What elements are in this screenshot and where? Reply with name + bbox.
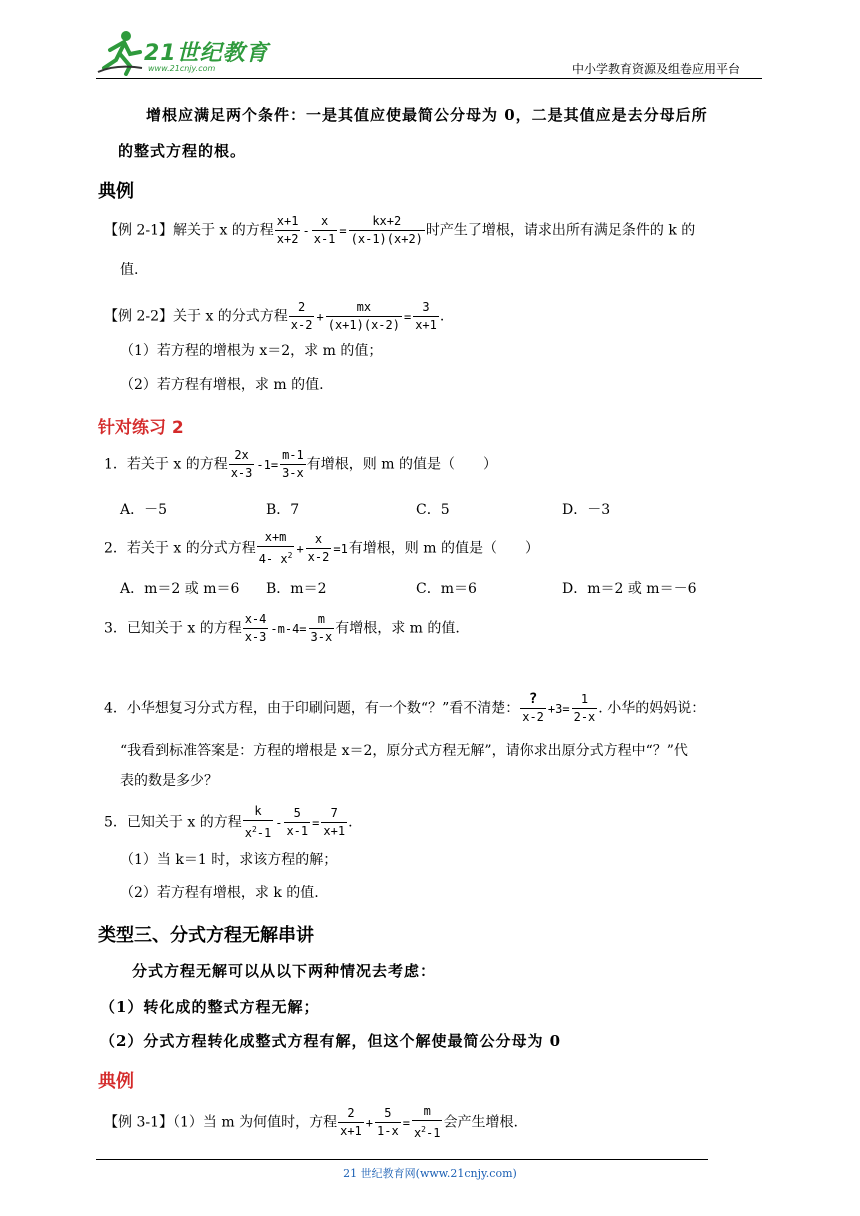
problem-1-option-b: B．7 — [266, 502, 300, 518]
footer-rule — [96, 1159, 708, 1160]
heading-example-2: 典例 — [98, 1071, 134, 1092]
problem-1-option-a: A．－5 — [120, 502, 168, 518]
example-label: 【例 2-1】 — [104, 222, 173, 239]
section-3-case-2: （2）分式方程转化成整式方程有解，但这个解使最简公分母为 0 — [100, 1032, 562, 1050]
fraction: $\frac{2}{x+1}$ — [340, 1106, 362, 1138]
section-3-title: 类型三、分式方程无解串讲 — [98, 925, 314, 946]
fraction: $\frac{m}{3-x}$ — [310, 612, 333, 644]
section-3-case-1: （1）转化成的整式方程无解； — [100, 998, 320, 1016]
fraction: $\frac{mx}{(x+1)(x-2)}$ — [327, 300, 400, 332]
problem-1-option-c: C．5 — [416, 502, 450, 518]
fraction: $\frac{x+m}{4- x^2}$ — [258, 530, 293, 566]
intro-line-1: 增根应满足两个条件：一是其值应使最简公分母为 0，二是其值应是去分母后所 — [146, 106, 708, 124]
problem-4-line-2: “我看到标准答案是：方程的增根是 x＝2，原分式方程无解”，请你求出原分式方程中“？”代 — [120, 743, 688, 759]
fraction: $\frac{?}{x-2}$ — [522, 691, 544, 724]
fraction: $\frac{5}{x-1}$ — [286, 806, 309, 838]
header-logo — [96, 28, 269, 78]
example-2-2-q2: （2）若方程有增根，求 m 的值. — [120, 377, 324, 393]
example-2-1: 【例 2-1】解关于 x 的方程 $\frac{x+1}{x+2}$ - $\frac{x}{x-1}$ = $\frac{kx+2}{(x-1)(x+2)}$ 时产生了增根，请求出所有满足条件的 k 的 — [104, 214, 696, 246]
section-3-intro: 分式方程无解可以从以下两种情况去考虑： — [132, 962, 437, 980]
logo-text: 21世纪教育 — [144, 41, 269, 66]
example-2-2: 【例 2-2】关于 x 的分式方程 $\frac{2}{x-2}$ + $\frac{mx}{(x+1)(x-2)}$ = $\frac{3}{x+1}$ . — [104, 300, 445, 332]
runner-icon — [96, 28, 144, 76]
fraction: $\frac{k}{x^2-1}$ — [244, 804, 272, 840]
problem-1-option-d: D．－3 — [562, 502, 611, 518]
fraction: $\frac{1}{2-x}$ — [573, 692, 596, 724]
problem-2-option-b: B．m＝2 — [266, 581, 327, 597]
problem-2-option-a: A．m＝2 或 m＝6 — [120, 581, 240, 597]
heading-example-1: 典例 — [98, 181, 134, 202]
fraction: $\frac{2x}{x-3}$ — [230, 448, 253, 480]
footer-text: 21 世纪教育网(www.21cnjy.com) — [343, 1167, 517, 1180]
example-3-1: 【例 3-1】（1）当 m 为何值时，方程 $\frac{2}{x+1}$ + $\frac{5}{1-x}$ = $\frac{m}{x^2-1}$ 会产生增根. — [104, 1104, 518, 1140]
problem-5-q1: （1）当 k＝1 时，求该方程的解； — [120, 852, 338, 868]
fraction: $\frac{x+1}{x+2}$ — [276, 214, 299, 246]
example-2-1-line-2: 值. — [120, 262, 139, 278]
fraction: $\frac{m}{x^2-1}$ — [413, 1104, 441, 1140]
fraction: $\frac{kx+2}{(x-1)(x+2)}$ — [350, 214, 423, 246]
problem-5-q2: （2）若方程有增根，求 k 的值. — [120, 885, 319, 901]
problem-3: 3．已知关于 x 的方程 $\frac{x-4}{x-3}$ -m-4= $\frac{m}{3-x}$ 有增根，求 m 的值. — [104, 612, 460, 644]
example-2-2-q1: （1）若方程的增根为 x＝2，求 m 的值； — [120, 343, 383, 359]
problem-5: 5．已知关于 x 的方程 $\frac{k}{x^2-1}$ - $\frac{5}{x-1}$ = $\frac{7}{x+1}$ . — [104, 804, 353, 840]
fraction: $\frac{2}{x-2}$ — [290, 300, 313, 332]
example-label: 【例 2-2】 — [104, 308, 173, 325]
fraction: $\frac{3}{x+1}$ — [415, 300, 437, 332]
logo-url: www.21cnjy.com — [148, 64, 216, 73]
header-rule — [96, 78, 762, 79]
fraction: $\frac{7}{x+1}$ — [323, 806, 346, 838]
fraction: $\frac{5}{1-x}$ — [377, 1106, 399, 1138]
fraction: $\frac{m-1}{3-x}$ — [282, 448, 304, 480]
fraction: $\frac{x-4}{x-3}$ — [244, 612, 267, 644]
problem-2-option-c: C．m＝6 — [416, 581, 477, 597]
problem-4: 4．小华想复习分式方程，由于印刷问题，有一个数“？”看不清楚： $\frac{?}{x-2}$ +3= $\frac{1}{2-x}$ . 小华的妈妈说： — [104, 691, 706, 724]
intro-line-2: 的整式方程的根。 — [118, 142, 247, 160]
header-right-text: 中小学教育资源及组卷应用平台 — [572, 62, 741, 76]
example-label: 【例 3-1】 — [104, 1114, 173, 1131]
problem-2-option-d: D．m＝2 或 m＝－6 — [562, 581, 697, 597]
heading-practice: 针对练习 2 — [98, 418, 184, 438]
fraction: $\frac{x}{x-1}$ — [313, 214, 336, 246]
problem-2: 2．若关于 x 的分式方程 $\frac{x+m}{4- x^2}$ + $\frac{x}{x-2}$ =1有增根，则 m 的值是（ ） — [104, 530, 539, 566]
fraction: $\frac{x}{x-2}$ — [307, 532, 330, 564]
problem-4-line-3: 表的数是多少？ — [120, 773, 218, 789]
problem-1: 1．若关于 x 的方程 $\frac{2x}{x-3}$ -1= $\frac{m-1}{3-x}$ 有增根，则 m 的值是（ ） — [104, 448, 497, 480]
